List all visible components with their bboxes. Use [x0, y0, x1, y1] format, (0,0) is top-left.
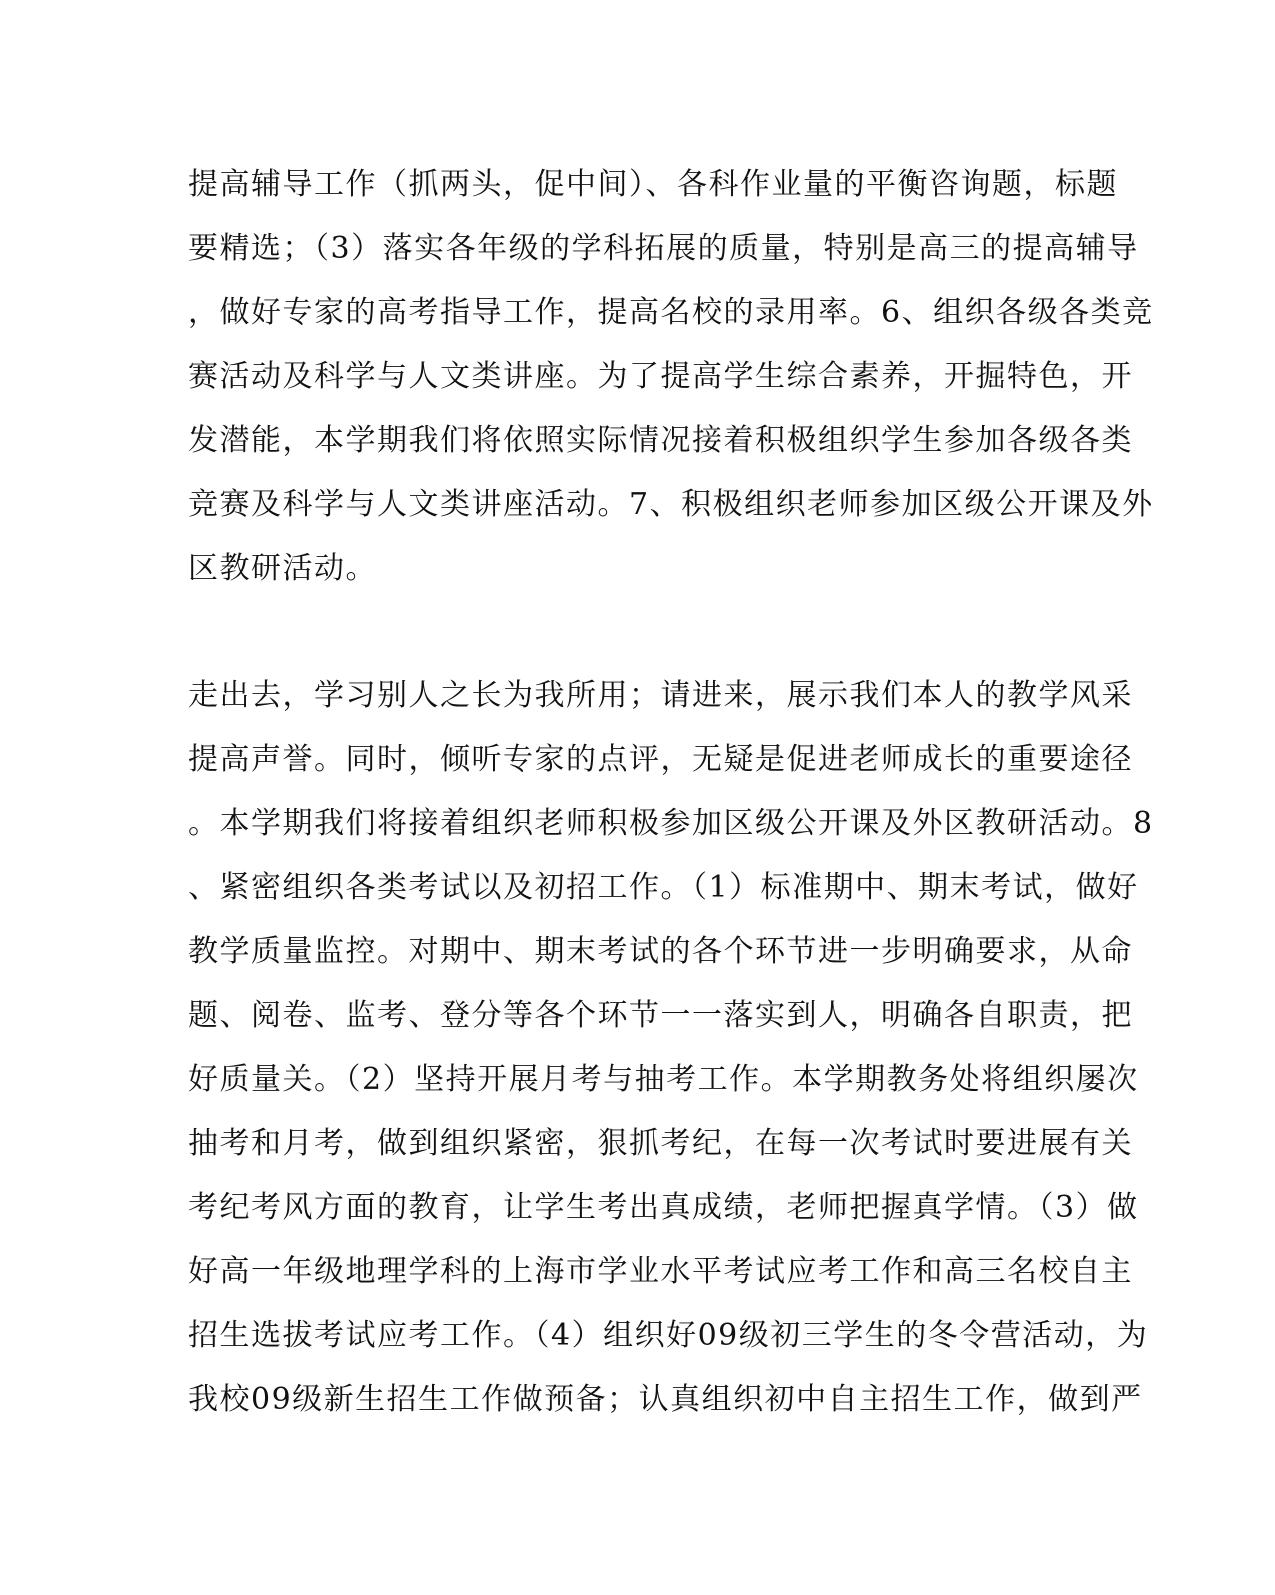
text-line: 考纪考风方面的教育，让学生考出真成绩，老师把握真学情。（3）做 — [188, 1190, 1139, 1225]
text-line: 、紧密组织各类考试以及初招工作。（1）标准期中、期末考试，做好 — [188, 870, 1139, 905]
text-line: 题、阅卷、监考、登分等各个环节一一落实到人，明确各自职责，把 — [188, 998, 1133, 1033]
text-line: 走出去，学习别人之长为我所用；请进来，展示我们本人的教学风采 — [188, 678, 1133, 713]
text-line: 赛活动及科学与人文类讲座。为了提高学生综合素养，开掘特色，开 — [188, 359, 1133, 394]
text-line: 提高声誉。同时，倾听专家的点评，无疑是促进老师成长的重要途径 — [188, 742, 1133, 777]
text-line: 竞赛及科学与人文类讲座活动。7、积极组织老师参加区级公开课及外 — [188, 487, 1154, 522]
text-line: 好高一年级地理学科的上海市学业水平考试应考工作和高三名校自主 — [188, 1254, 1133, 1289]
text-line: 我校09级新生招生工作做预备；认真组织初中自主招生工作，做到严 — [188, 1382, 1143, 1417]
text-line: 教学质量监控。对期中、期末考试的各个环节进一步明确要求，从命 — [188, 934, 1133, 969]
text-line: 区教研活动。 — [188, 551, 377, 586]
text-line: 提高辅导工作（抓两头，促中间）、各科作业量的平衡咨询题，标题 — [188, 167, 1118, 202]
text-line: 好质量关。（2）坚持开展月考与抽考工作。本学期教务处将组织屡次 — [188, 1062, 1139, 1097]
text-line: 招生选拔考试应考工作。（4）组织好09级初三学生的冬令营活动，为 — [188, 1318, 1149, 1353]
text-line: ，做好专家的高考指导工作，提高名校的录用率。6、组织各级各类竞 — [188, 295, 1154, 330]
text-line: 。本学期我们将接着组织老师积极参加区级公开课及外区教研活动。8 — [188, 806, 1154, 841]
text-line: 发潜能，本学期我们将依照实际情况接着积极组织学生参加各级各类 — [188, 423, 1133, 458]
text-line: 要精选；（3）落实各年级的学科拓展的质量，特别是高三的提高辅导 — [188, 231, 1139, 266]
text-line: 抽考和月考，做到组织紧密，狠抓考纪，在每一次考试时要进展有关 — [188, 1126, 1133, 1161]
